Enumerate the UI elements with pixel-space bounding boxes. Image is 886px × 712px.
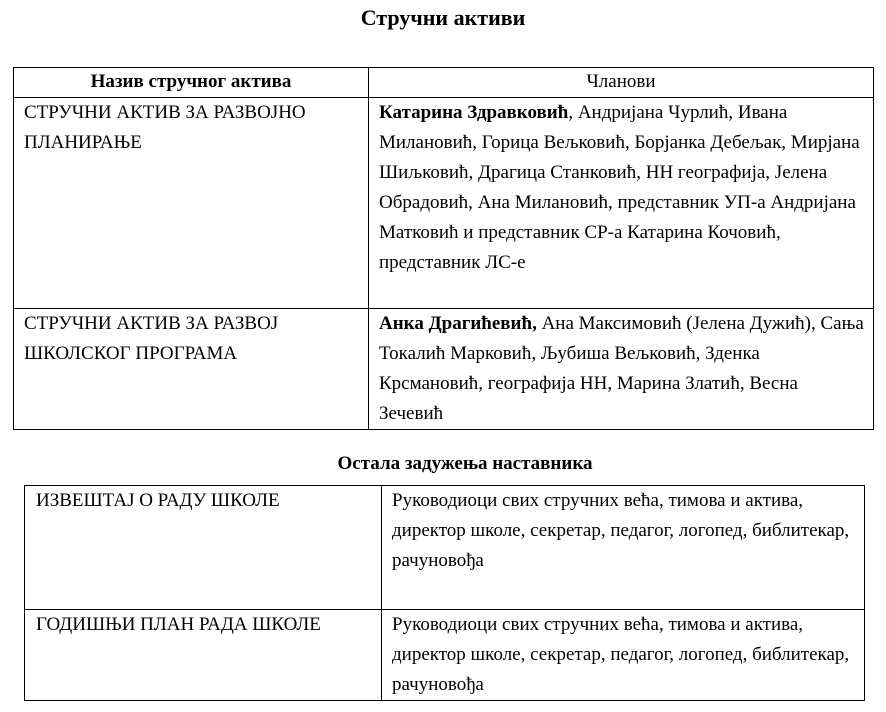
- team-name-cell: СТРУЧНИ АКТИВ ЗА РАЗВОЈ ШКОЛСКОГ ПРОГРАМА: [14, 309, 369, 430]
- team-members-list: Ана Максимовић (Јелена Дужић), Сања Токалић Марковић, Љубиша Вељковић, Зденка Крсмановић, географија НН, Марина Златић, Весна Зечевић: [379, 313, 864, 424]
- page-title: Стручни активи: [360, 5, 526, 30]
- team-leader: Катарина Здравковић: [379, 102, 569, 123]
- table-row: [25, 610, 865, 701]
- table-row: [14, 98, 874, 309]
- column-header-team-name: Назив стручног актива: [14, 68, 369, 98]
- expert-teams-table: [13, 67, 874, 430]
- duty-responsible-cell: Руководиоци свих стручних већа, тимова и актива, директор школе, секретар, педагог, логопед, библитекар, рачуновођа: [382, 486, 865, 610]
- duty-name-cell: ИЗВЕШТАЈ О РАДУ ШКОЛЕ: [25, 486, 382, 610]
- team-members-list: , Андријана Чурлић, Ивана Милановић, Горица Вељковић, Борјанка Дебељак, Мирјана Шиљковић, Драгица Станковић, НН географија, Јелена Обрадовић, Ана Милановић, представник УП-а Андријана Матковић и представник СР-а Катарина Кочовић, представник ЛС-е: [379, 102, 860, 273]
- duty-name-cell: ГОДИШЊИ ПЛАН РАДА ШКОЛЕ: [25, 610, 382, 701]
- column-header-members: Чланови: [369, 68, 874, 98]
- team-name-cell: СТРУЧНИ АКТИВ ЗА РАЗВОЈНО ПЛАНИРАЊЕ: [14, 98, 369, 309]
- team-members-cell: [369, 309, 874, 430]
- table-row: [14, 309, 874, 430]
- teacher-duties-table: [24, 485, 865, 701]
- team-leader: Анка Драгићевић,: [379, 313, 537, 334]
- duty-responsible-cell: Руководиоци свих стручних већа, тимова и актива, директор школе, секретар, педагог, логопед, библитекар, рачуновођа: [382, 610, 865, 701]
- table-header-row: [14, 68, 874, 98]
- table-row: [25, 486, 865, 610]
- section-subtitle: Остала задужења наставника: [337, 453, 593, 474]
- team-members-cell: [369, 98, 874, 309]
